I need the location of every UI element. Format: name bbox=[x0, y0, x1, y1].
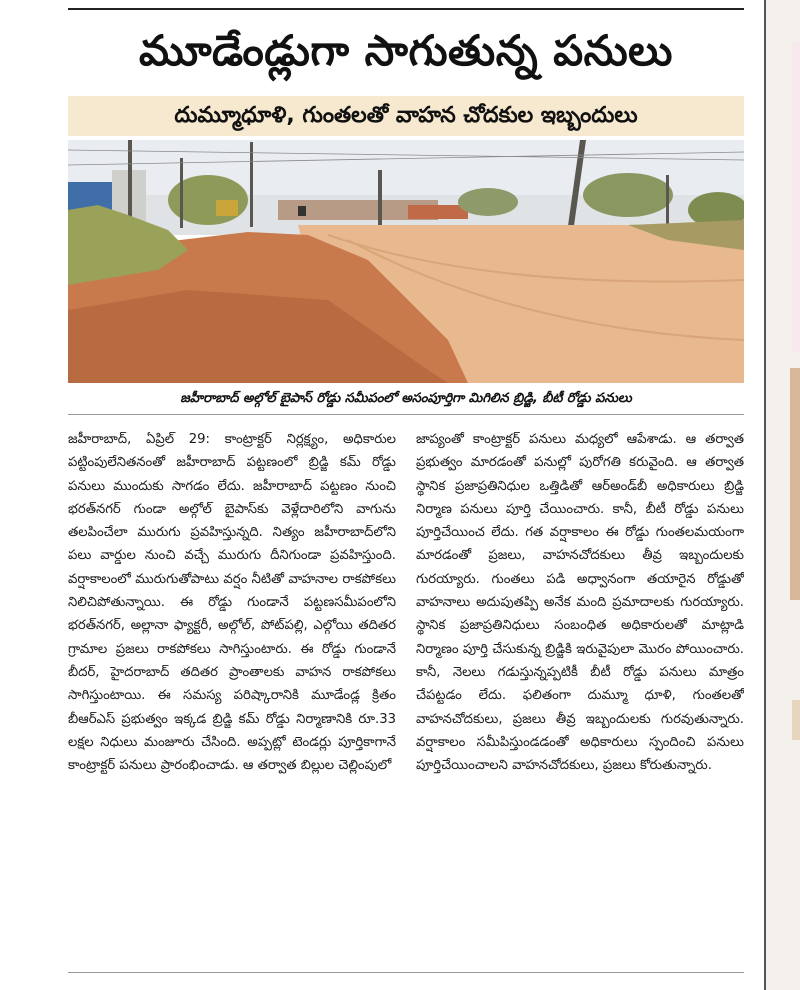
photo-pole-2 bbox=[180, 158, 183, 228]
photo-tree-right bbox=[583, 173, 673, 217]
bottom-rule bbox=[68, 972, 744, 973]
photo-pole-4 bbox=[378, 170, 382, 225]
adjacent-photo-scrap bbox=[790, 368, 800, 600]
photo-pole-3 bbox=[250, 142, 253, 227]
photo-wall-right bbox=[408, 205, 468, 219]
news-photo bbox=[68, 140, 744, 383]
photo-pole-5 bbox=[666, 175, 669, 230]
photo-bike bbox=[298, 206, 306, 216]
article-column-left bbox=[68, 428, 396, 968]
page-edge-line bbox=[764, 0, 766, 990]
photo-truck bbox=[216, 200, 238, 216]
article-column-right bbox=[416, 428, 744, 968]
article-body-left: జహీరాబాద్, ఏప్రిల్ 29: కాంట్రాక్టర్ నిర్లక్ష్యం, అధికారుల పట్టింపులేనితనంతో జహీరాబాద్ పట్టణంలో బ్రిడ్జి కమ్ రోడ్డు పనులు ముందుకు సాగడం లేదు. జహీరాబాద్ పట్టణం నుంచి భరత్‌నగర్ గుండా అల్గోల్ బైపాస్‌కు వెళ్లేదారిలోని వాగును తలపించేలా మురుగు ప్రవహిస్తున్నది. నిత్యం జహీరాబాద్‌లోని పలు వార్డుల నుంచి వచ్చే మురుగు దీనిగుండా ప్రవహిస్తుంది. వర్షాకాలంలో మురుగుతోపాటు వర్షం నీటితో వాహనాల రాకపోకలు నిలిచిపోతున్నాయి. ఈ రోడ్డు గుండానే పట్టణసమీపంలోని భరత్‌నగర్, అల్లానా ఫ్యాక్టరీ, అల్గోల్, పోట్‌పల్లి, ఎల్గోయి తదితర గ్రామాల ప్రజలు రాకపోకలు సాగిస్తుంటారు. ఈ రోడ్డు గుండానే బీదర్, హైదరాబాద్ తదితర ప్రాంతాలకు వాహన రాకపోకలు సాగిస్తుంటాయి. ఈ సమస్య పరిష్కారానికి మూడేండ్ల క్రితం బీఆర్‌ఎస్ ప్రభుత్వం ఇక్కడ బ్రిడ్జి కమ్ రోడ్డు నిర్మాణానికి రూ.33 లక్షల నిధులు మంజూరు చేసింది. అప్పట్లో టెండర్లు పూర్తికాగానే కాంట్రాక్టర్ పనులు ప్రారంభించాడు. ఆ తర్వాత బిల్లుల చెల్లింపులో bbox=[68, 432, 396, 774]
adjacent-ad-scrap-top bbox=[792, 42, 800, 352]
article-body-right: జాప్యంతో కాంట్రాక్టర్ పనులు మధ్యలో ఆపేశాడు. ఆ తర్వాత ప్రభుత్వం మారడంతో పనుల్లో పురోగతి కరువైంది. ఆ తర్వాత స్థానిక ప్రజాప్రతినిధుల ఒత్తిడితో ఆర్‌అండ్‌బీ అధికారులు బ్రిడ్జి నిర్మాణ పనులు పూర్తి చేయించారు. కానీ, బీటీ రోడ్డు పనులు పూర్తిచేయించ లేదు. గత వర్షాకాలం ఈ రోడ్డు గుంతలమయంగా మారడంతో ప్రజలు, వాహనచోదకులు తీవ్ర ఇబ్బందులకు గురయ్యారు. గుంతలు పడి అధ్వానంగా తయారైన రోడ్డుతో వాహనాలు అదుపుతప్పి అనేక మంది ప్రమాదాలకు గురయ్యారు. స్థానిక ప్రజాప్రతినిధులు సంబంధిత అధికారులతో మాట్లాడి నిర్మాణం పూర్తి చేసుకున్న బ్రిడ్జికి ఇరువైపులా మొరం పోయించారు. కానీ, నెలలు గడుస్తున్నప్పటికీ బీటీ రోడ్డు పనులు మాత్రం చేపట్టడం లేదు. ఫలితంగా దుమ్మూ ధూళి, గుంతలతో వాహనచోదకులు, ప్రజలు తీవ్ర ఇబ్బందులకు గురవుతున్నారు. వర్షాకాలం సమీపిస్తుండడంతో అధికారులు స్పందించి పనులు పూర్తిచేయించాలని వాహనచోదకులు, ప్రజలు కోరుతున్నారు. bbox=[416, 432, 744, 774]
top-rule bbox=[68, 8, 744, 10]
caption-rule bbox=[68, 414, 744, 415]
photo-tree-mid bbox=[458, 188, 518, 216]
article-headline: మూడేండ్లుగా సాగుతున్న పనులు bbox=[139, 26, 673, 75]
adjacent-ad-scrap-bottom bbox=[792, 700, 800, 740]
article-subheadline: దుమ్మూధూళి, గుంతలతో వాహన చోదకుల ఇబ్బందులు bbox=[68, 96, 744, 136]
photo-caption: జహీరాబాద్ అల్గోల్ బైపాస్ రోడ్డు సమీపంలో అసంపూర్తిగా మిగిలిన బ్రిడ్జి, బీటీ రోడ్డు పనులు bbox=[180, 391, 632, 406]
